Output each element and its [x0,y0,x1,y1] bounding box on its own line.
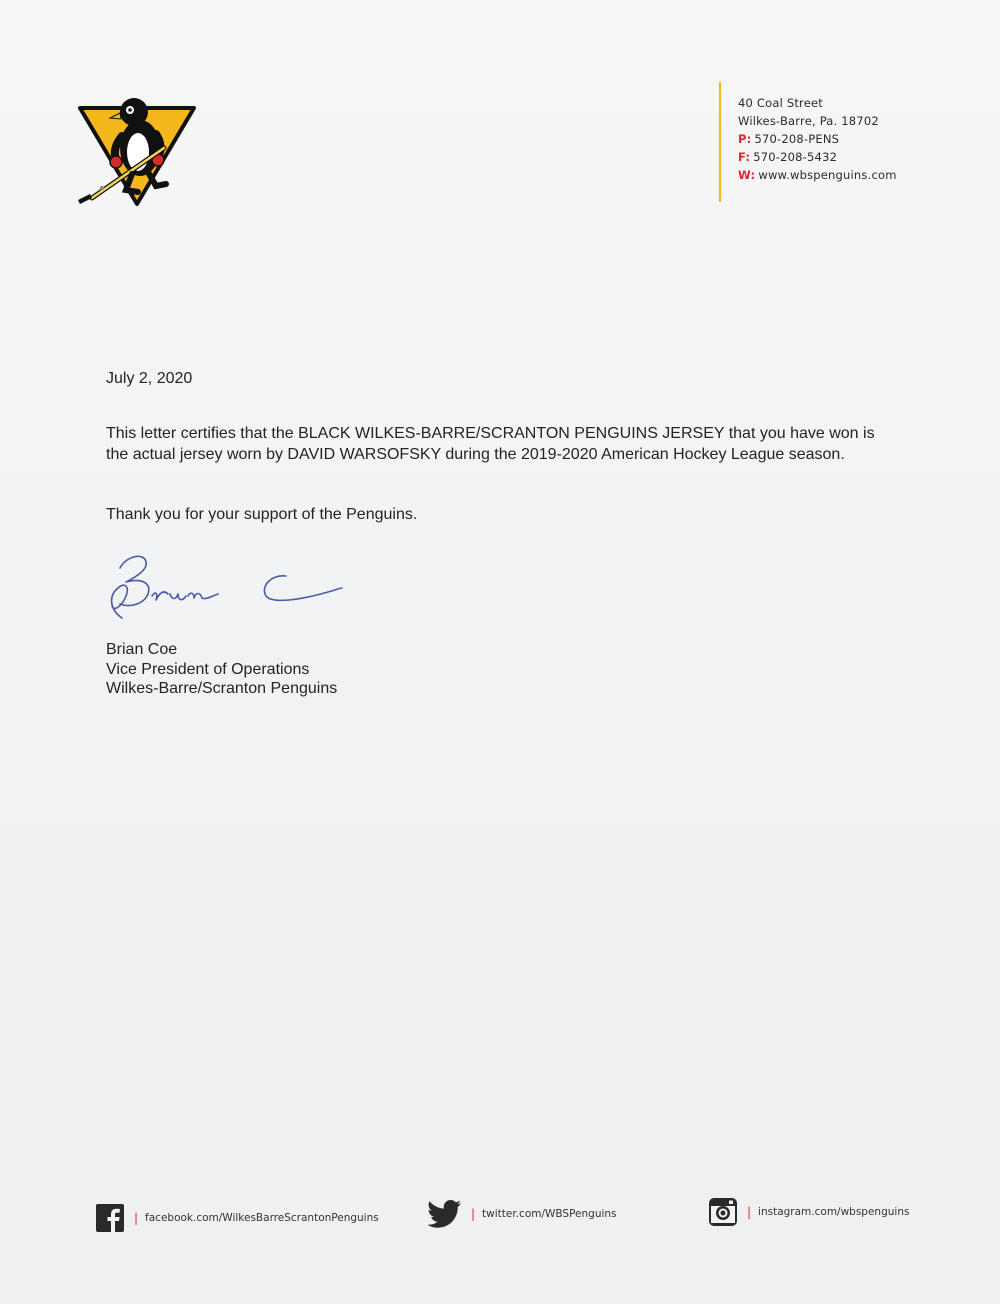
facebook-icon [95,1203,125,1233]
facebook-url: facebook.com/WilkesBarreScrantonPenguins [145,1212,379,1224]
signer-organization: Wilkes-Barre/Scranton Penguins [106,680,338,697]
fax-label: F: [738,150,751,164]
facebook-separator: | [134,1211,139,1225]
address-web [738,166,897,184]
web-value: www.wbspenguins.com [758,168,897,182]
signer-title: Vice President of Operations [106,660,310,678]
signer-name: Brian Coe [106,641,178,658]
footer-twitter [428,1196,617,1232]
address-phone [738,130,897,148]
signature-block [106,640,337,699]
penguins-logo [72,86,202,216]
letterhead-address [738,94,897,184]
phone-label: P: [738,132,752,146]
twitter-separator: | [471,1207,476,1221]
letter-thanks: Thank you for your support of the Penguins. [106,506,418,523]
letter-date: July 2, 2020 [106,370,193,387]
handwritten-signature [100,548,350,628]
footer-instagram [708,1194,909,1230]
instagram-url: instagram.com/wbspenguins [758,1206,910,1218]
address-city: Wilkes-Barre, Pa. 18702 [738,114,879,128]
footer-facebook [95,1200,379,1236]
twitter-icon [428,1200,462,1228]
fax-value: 570-208-5432 [753,150,838,164]
address-accent-rule [719,82,721,202]
instagram-icon [708,1197,738,1227]
phone-value: 570-208-PENS [754,132,840,146]
address-street: 40 Coal Street [738,96,823,110]
instagram-separator: | [747,1205,752,1219]
letter-body: This letter certifies that the BLACK WILKES-BARRE/SCRANTON PENGUINS JERSEY that you have won is the actual jersey worn by DAVID WARSOFSKY during the 2019-2020 American Hockey League season. [106,425,875,463]
twitter-url: twitter.com/WBSPenguins [482,1208,617,1220]
web-label: W: [738,168,756,182]
address-fax [738,148,897,166]
